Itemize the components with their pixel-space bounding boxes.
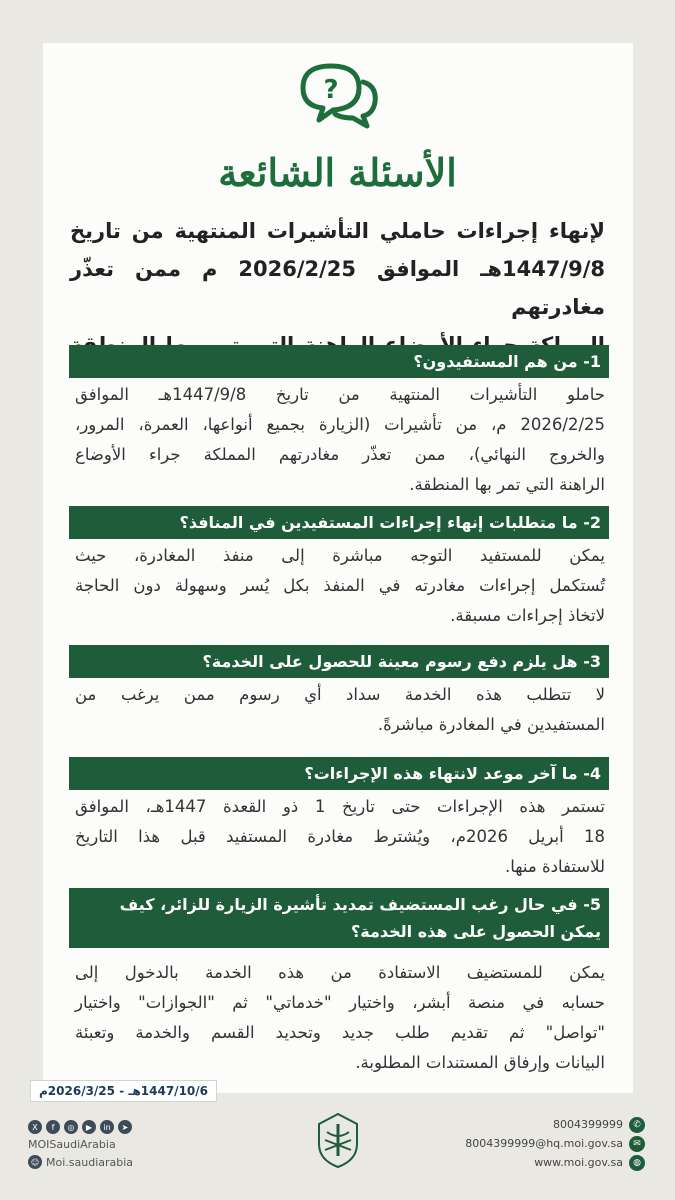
ministry-emblem-icon bbox=[313, 1110, 363, 1174]
contact-info bbox=[465, 1115, 645, 1172]
answer-line: "تواصل" ثم تقديم طلب جديد وتحديد القسم والخدمة وتعبئة bbox=[75, 1023, 605, 1042]
instagram-icon[interactable]: ◎ bbox=[64, 1120, 78, 1134]
answer-line: لا تتطلب هذه الخدمة سداد أي رسوم ممن يرغب من bbox=[75, 685, 605, 704]
email-address: 8004399999@hq.moi.gov.sa bbox=[465, 1137, 623, 1150]
answer-line: لاتخاذ إجراءات مسبقة. bbox=[450, 606, 605, 625]
social-icons-row bbox=[28, 1120, 133, 1134]
social-links bbox=[28, 1120, 133, 1173]
faq-question-5: 5- في حال رغب المستضيف تمديد تأشيرة الزيارة للزائر، كيف يمكن الحصول على هذه الخدمة؟ bbox=[69, 888, 609, 948]
phone-number: 8004399999 bbox=[553, 1118, 623, 1131]
page-title: الأسئلة الشائعة bbox=[218, 150, 457, 195]
answer-line: تُستكمل إجراءات مغادرته في المنفذ بكل يُسر وسهولة دون الحاجة bbox=[75, 576, 605, 595]
answer-line: المستفيدين في المغادرة مباشرةً. bbox=[377, 715, 605, 734]
faq-answer-5 bbox=[75, 958, 605, 1078]
answer-line: للاستفادة منها. bbox=[505, 857, 605, 876]
globe-icon: ◍ bbox=[629, 1155, 645, 1171]
faq-answer-3 bbox=[75, 680, 605, 740]
faq-question-2: 2- ما متطلبات إنهاء إجراءات المستفيدين في المنافذ؟ bbox=[69, 506, 609, 539]
linkedin-icon[interactable]: in bbox=[100, 1120, 114, 1134]
youtube-icon[interactable]: ▶ bbox=[82, 1120, 96, 1134]
phone-icon: ✆ bbox=[629, 1117, 645, 1133]
faq-answer-2 bbox=[75, 541, 605, 631]
answer-line: حاملو التأشيرات المنتهية من تاريخ 1447/9/8هـ الموافق bbox=[75, 385, 605, 404]
date-label: 1447/10/6هـ - 2026/3/25م bbox=[30, 1080, 217, 1102]
facebook-icon[interactable]: f bbox=[46, 1120, 60, 1134]
answer-line: يمكن للمستضيف الاستفادة من هذه الخدمة بالدخول إلى bbox=[75, 963, 605, 982]
answer-line: تستمر هذه الإجراءات حتى تاريخ 1 ذو القعدة 1447هـ، الموافق bbox=[75, 797, 605, 816]
answer-line: يمكن للمستفيد التوجه مباشرة إلى منفذ المغادرة، حيث bbox=[75, 546, 605, 565]
snapchat-icon: ☺ bbox=[28, 1155, 42, 1169]
faq-question-3: 3- هل يلزم دفع رسوم معينة للحصول على الخدمة؟ bbox=[69, 645, 609, 678]
intro-line: لإنهاء إجراءات حاملي التأشيرات المنتهية من تاريخ bbox=[70, 219, 605, 243]
answer-line: 2026/2/25 م، من تأشيرات (الزيارة بجميع أنواعها، العمرة، المرور، bbox=[75, 415, 605, 434]
question-bubbles-icon bbox=[293, 56, 383, 136]
answer-line: 18 أبريل 2026م، ويُشترط مغادرة المستفيد قبل هذا التاريخ bbox=[75, 827, 605, 846]
intro-text bbox=[70, 212, 605, 364]
website-row[interactable] bbox=[465, 1153, 645, 1172]
answer-line: الراهنة التي تمر بها المنطقة. bbox=[409, 475, 605, 494]
website-url: www.moi.gov.sa bbox=[534, 1156, 623, 1169]
x-icon[interactable]: X bbox=[28, 1120, 42, 1134]
snapchat-handle: Moi.saudiarabia bbox=[46, 1155, 134, 1169]
faq-question-4: 4- ما آخر موعد لانتهاء هذه الإجراءات؟ bbox=[69, 757, 609, 790]
faq-answer-1 bbox=[75, 380, 605, 500]
faq-icon-wrap bbox=[0, 56, 675, 136]
answer-line: حسابه في منصة أبشر، واختيار "خدماتي" ثم "الجوازات" واختيار bbox=[75, 993, 605, 1012]
answer-line: والخروج النهائي)، ممن تعذّر مغادرتهم المملكة جراء الأوضاع bbox=[75, 445, 605, 464]
faq-question-1: 1- من هم المستفيدون؟ bbox=[69, 345, 609, 378]
telegram-icon[interactable]: ➤ bbox=[118, 1120, 132, 1134]
snapchat-row[interactable] bbox=[28, 1155, 133, 1169]
faq-answer-4 bbox=[75, 792, 605, 882]
answer-line: البيانات وإرفاق المستندات المطلوبة. bbox=[355, 1053, 605, 1072]
social-handle[interactable]: MOISaudiArabia bbox=[28, 1138, 116, 1151]
mail-icon: ✉ bbox=[629, 1136, 645, 1152]
svg-text:?: ? bbox=[322, 75, 339, 105]
phone-row[interactable] bbox=[465, 1115, 645, 1134]
intro-line: 1447/9/8هـ الموافق 2026/2/25 م ممن تعذّر مغادرتهم bbox=[70, 257, 605, 319]
email-row[interactable] bbox=[465, 1134, 645, 1153]
